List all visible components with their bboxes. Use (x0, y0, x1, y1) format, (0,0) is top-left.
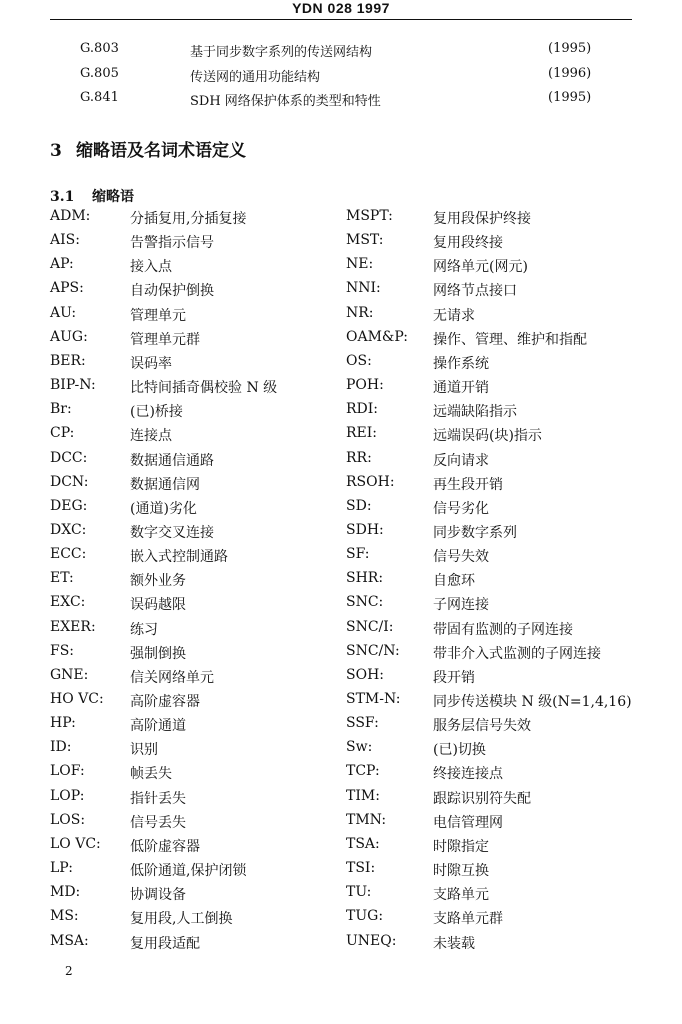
abbreviation-term: OS: (346, 352, 372, 369)
abbreviation-term: POH: (346, 377, 384, 394)
abbreviation-term: SHR: (346, 570, 384, 587)
abbreviation-term: SNC: (346, 594, 384, 611)
abbreviation-definition: 同步传送模块 N 级(N=1,4,16) (433, 694, 632, 710)
abbreviation-definition: 复用段终接 (433, 235, 503, 252)
abbreviation-definition: 操作系统 (433, 355, 489, 372)
abbreviation-definition: 信关网络单元 (130, 669, 214, 686)
abbreviation-definition: 嵌入式控制通路 (130, 549, 228, 566)
abbreviation-term: NNI: (346, 280, 381, 297)
abbreviation-term: Sw: (346, 739, 373, 756)
section-title: 缩略语及名词术语定义 (76, 141, 246, 161)
reference-code: G.841 (80, 90, 119, 105)
abbreviation-term: TCP: (346, 763, 380, 780)
abbreviation-definition: 自愈环 (433, 573, 475, 590)
abbreviation-term: MS: (50, 908, 79, 925)
abbreviation-definition: 连接点 (130, 428, 172, 445)
abbreviation-term: AUG: (50, 328, 88, 345)
abbreviation-term: NR: (346, 304, 374, 321)
abbreviation-term: RR: (346, 449, 372, 466)
abbreviation-definition: 额外业务 (130, 573, 186, 590)
abbreviation-term: SOH: (346, 666, 384, 683)
abbreviation-term: TSI: (346, 860, 376, 877)
abbreviation-definition: 同步数字系列 (433, 524, 517, 541)
abbreviation-definition: 网络节点接口 (433, 283, 517, 300)
abbreviation-term: NE: (346, 256, 374, 273)
abbreviation-term: STM-N: (346, 691, 401, 707)
abbreviation-term: SNC/I: (346, 618, 394, 635)
abbreviation-definition: 服务层信号失效 (433, 718, 531, 735)
subsection-title: 缩略语 (92, 189, 134, 205)
abbreviation-definition: 指针丢失 (130, 790, 186, 807)
abbreviation-definition: 信号失效 (433, 549, 489, 566)
abbreviation-definition: 数据通信通路 (130, 452, 214, 469)
abbreviation-term: GNE: (50, 666, 89, 683)
abbreviation-definition: 数字交叉连接 (130, 524, 214, 541)
reference-title: 传送网的通用功能结构 (190, 70, 321, 85)
abbreviation-term: EXC: (50, 594, 86, 611)
abbreviation-term: FS: (50, 642, 75, 659)
abbreviation-definition: 跟踪识别符失配 (433, 790, 531, 807)
abbreviation-definition: 段开销 (433, 669, 475, 686)
abbreviation-definition: 复用段保护终接 (433, 211, 531, 227)
abbreviation-term: MST: (346, 232, 384, 249)
header-rule (50, 19, 632, 20)
abbreviation-term: UNEQ: (346, 932, 397, 949)
abbreviation-term: SDH: (346, 521, 384, 538)
abbreviation-term: MD: (50, 884, 81, 901)
reference-year: (1996) (548, 66, 592, 81)
abbreviation-definition: 远端误码(块)指示 (433, 428, 542, 445)
abbreviation-term: DCC: (50, 449, 88, 466)
abbreviation-term: AP: (50, 256, 74, 273)
abbreviation-definition: 管理单元群 (130, 331, 200, 348)
abbreviation-definition: 复用段,人工倒换 (130, 911, 233, 928)
abbreviation-term: RSOH: (346, 473, 395, 490)
abbreviation-definition: 强制倒换 (130, 645, 186, 662)
abbreviation-definition: 识别 (130, 742, 158, 759)
abbreviation-definition: (通道)劣化 (130, 500, 197, 517)
abbreviation-definition: 低阶通道,保护闭锁 (130, 863, 247, 880)
abbreviation-definition: 时隙指定 (433, 838, 489, 855)
subsection-heading (50, 186, 134, 206)
abbreviation-term: SSF: (346, 715, 379, 732)
abbreviation-term: AIS: (50, 232, 80, 249)
abbreviation-definition: 管理单元 (130, 307, 186, 324)
abbreviation-definition: 帧丢失 (130, 766, 172, 783)
abbreviation-definition: 信号丢失 (130, 814, 186, 831)
abbreviation-term: LO VC: (50, 835, 101, 852)
abbreviation-term: MSPT: (346, 208, 393, 224)
page-header (0, 0, 682, 22)
abbreviation-definition: 支路单元 (433, 887, 489, 904)
abbreviation-term: REI: (346, 425, 378, 442)
abbreviation-definition: 带固有监测的子网连接 (433, 621, 573, 638)
abbreviation-term: LOF: (50, 763, 85, 780)
abbreviation-term: CP: (50, 425, 75, 442)
abbreviation-definition: 带非介入式监测的子网连接 (433, 645, 601, 662)
abbreviation-term: LP: (50, 860, 73, 877)
abbreviation-definition: 通道开销 (433, 380, 489, 397)
abbreviation-definition: 操作、管理、维护和指配 (433, 331, 587, 348)
abbreviation-term: AU: (50, 304, 77, 321)
abbreviation-definition: 分插复用,分插复接 (130, 211, 247, 227)
section-heading (50, 136, 246, 161)
abbreviation-definition: 复用段适配 (130, 935, 200, 952)
page-number: 2 (65, 964, 73, 978)
reference-row (0, 41, 682, 63)
abbreviation-definition: 高阶通道 (130, 718, 186, 735)
abbreviation-definition: 数据通信网 (130, 476, 200, 493)
abbreviation-term: LOP: (50, 787, 85, 804)
abbreviation-term: APS: (50, 280, 84, 297)
abbreviation-term: TMN: (346, 811, 387, 828)
abbreviation-term: DEG: (50, 497, 88, 514)
abbreviation-definition: 子网连接 (433, 597, 489, 614)
abbreviation-definition: 告警指示信号 (130, 235, 214, 252)
abbreviation-definition: 远端缺陷指示 (433, 404, 517, 421)
abbreviation-term: SNC/N: (346, 642, 400, 659)
abbreviation-term: LOS: (50, 811, 86, 828)
abbreviation-term: SD: (346, 497, 372, 514)
abbreviation-term: BIP-N: (50, 377, 96, 394)
abbreviation-definition: 误码越限 (130, 597, 186, 614)
abbreviation-definition: 比特间插奇偶校验 N 级 (130, 380, 278, 397)
abbreviation-definition: 练习 (130, 621, 158, 638)
abbreviation-term: SF: (346, 546, 370, 563)
abbreviation-definition: 协调设备 (130, 887, 186, 904)
abbreviation-definition: 高阶虚容器 (130, 694, 200, 710)
abbreviation-definition: (已)切换 (433, 742, 486, 759)
abbreviation-term: OAM&P: (346, 328, 409, 345)
abbreviation-definition: 未装载 (433, 935, 475, 952)
reference-row (0, 66, 682, 88)
abbreviation-definition: 电信管理网 (433, 814, 503, 831)
abbreviation-term: DCN: (50, 473, 89, 490)
abbreviation-definition: 接入点 (130, 259, 172, 276)
abbreviation-definition: 自动保护倒换 (130, 283, 214, 300)
abbreviation-term: RDI: (346, 401, 379, 418)
abbreviation-definition: 支路单元群 (433, 911, 503, 928)
abbreviation-term: EXER: (50, 618, 96, 635)
abbreviation-term: Br: (50, 401, 72, 418)
abbreviation-term: TIM: (346, 787, 380, 804)
document-code: YDN 028 1997 (292, 0, 390, 16)
abbreviation-definition: 误码率 (130, 355, 172, 372)
abbreviation-term: BER: (50, 352, 86, 369)
abbreviation-definition: 网络单元(网元) (433, 259, 528, 276)
reference-year: (1995) (548, 41, 592, 56)
abbreviation-term: ET: (50, 570, 74, 587)
abbreviation-term: ID: (50, 739, 72, 756)
reference-row (0, 90, 682, 112)
abbreviation-definition: 反向请求 (433, 452, 489, 469)
abbreviation-term: DXC: (50, 521, 87, 538)
abbreviation-definition: 信号劣化 (433, 500, 489, 517)
abbreviation-definition: 终接连接点 (433, 766, 503, 783)
abbreviation-definition: 低阶虚容器 (130, 838, 200, 855)
reference-title: SDH 网络保护体系的类型和特性 (190, 94, 381, 109)
reference-year: (1995) (548, 90, 592, 105)
reference-code: G.803 (80, 41, 119, 56)
abbreviation-definition: 再生段开销 (433, 476, 503, 493)
abbreviation-term: TUG: (346, 908, 384, 925)
section-number: 3 (50, 141, 62, 161)
abbreviation-term: ECC: (50, 546, 87, 563)
abbreviation-definition: (已)桥接 (130, 404, 183, 421)
abbreviation-term: TU: (346, 884, 372, 901)
abbreviation-term: ADM: (50, 208, 91, 224)
abbreviation-term: HO VC: (50, 691, 104, 707)
abbreviation-definition: 时隙互换 (433, 863, 489, 880)
subsection-number: 3.1 (50, 189, 75, 205)
abbreviation-term: TSA: (346, 835, 380, 852)
abbreviation-definition: 无请求 (433, 307, 475, 324)
abbreviation-term: MSA: (50, 932, 89, 949)
abbreviation-term: HP: (50, 715, 76, 732)
reference-code: G.805 (80, 66, 119, 81)
reference-title: 基于同步数字系列的传送网结构 (190, 45, 373, 60)
